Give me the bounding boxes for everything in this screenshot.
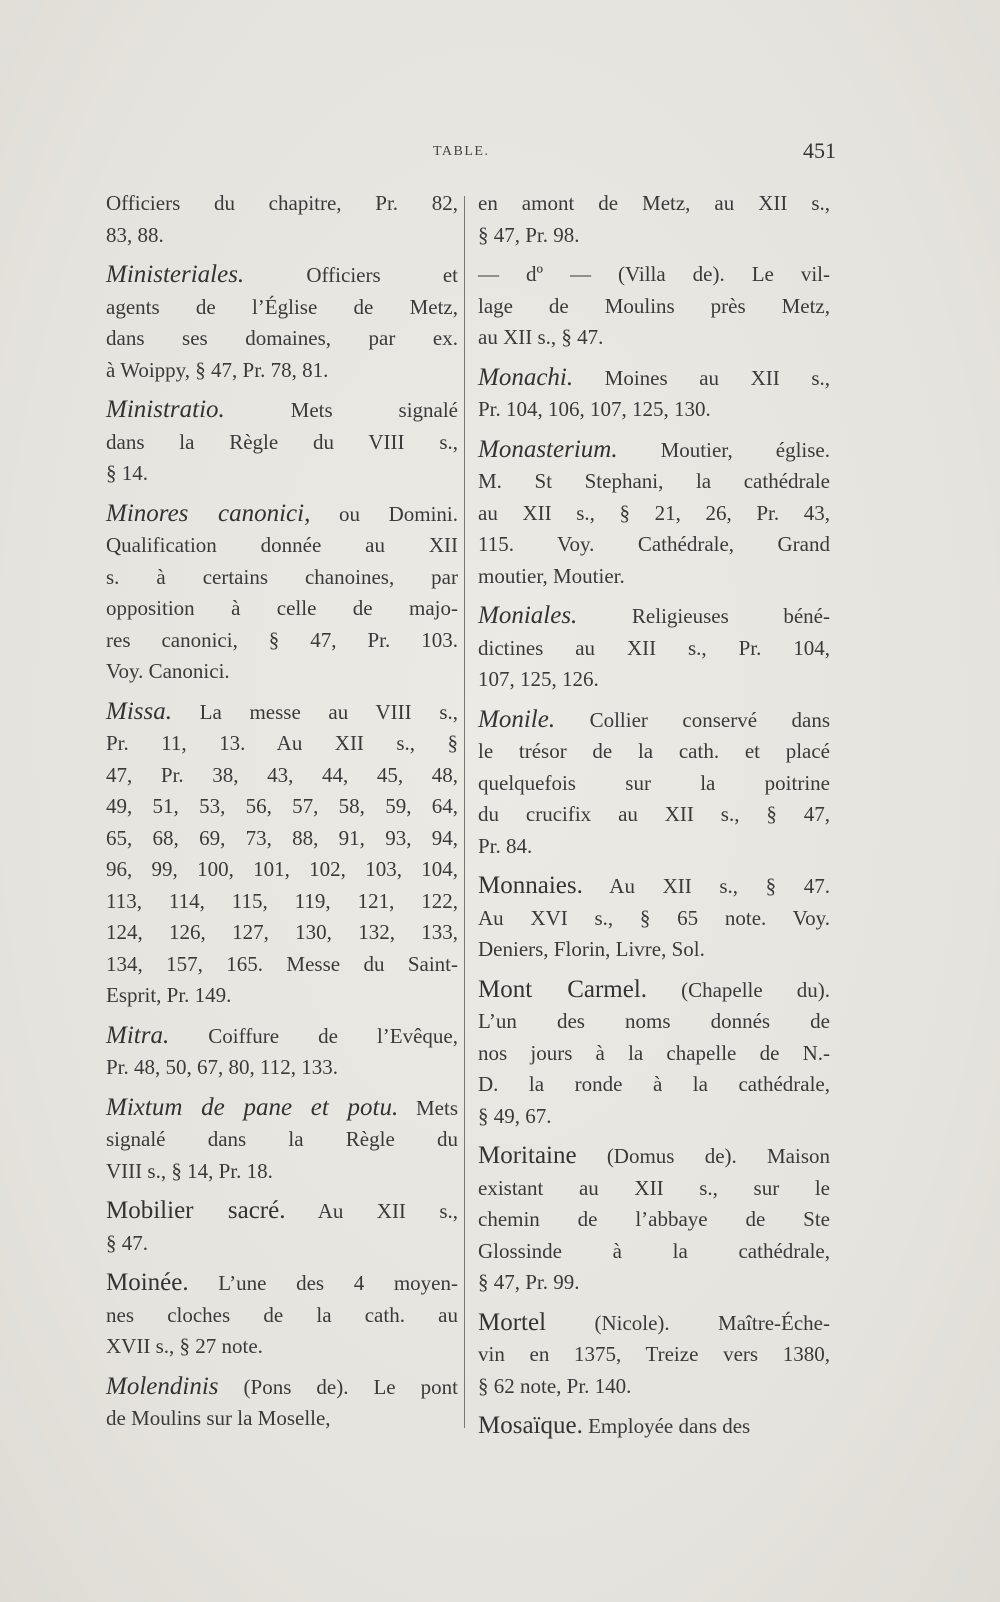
index-entry: [478, 188, 830, 251]
entry-text: Mets: [398, 1095, 458, 1120]
entry-text: Moutier, église.: [617, 437, 830, 462]
entry-line: 115. Voy. Cathédrale, Grand: [478, 532, 830, 556]
entry-line: § 47, Pr. 99.: [478, 1270, 580, 1294]
entry-text: L’une des 4 moyen-: [188, 1271, 458, 1295]
page-number: 451: [803, 138, 836, 163]
entry-line: moutier, Moutier.: [478, 563, 625, 588]
index-entry: [106, 1371, 458, 1435]
entry-text: (Domus de). Maison: [576, 1144, 830, 1168]
entry-line: [478, 1307, 830, 1340]
entry-text: Collier conservé dans: [555, 707, 830, 732]
entry-line: lage de Moulins près Metz,: [478, 293, 830, 318]
entry-line: [478, 974, 830, 1007]
entry-line: de Moulins sur la Moselle,: [106, 1406, 331, 1430]
index-entry: [478, 704, 830, 863]
entry-line: signalé dans la Règle du: [106, 1127, 458, 1151]
entry-line: au XII s., § 47.: [478, 325, 604, 349]
entry-line: 134, 157, 165. Messe du Saint-: [106, 951, 458, 976]
column-divider: [464, 196, 465, 1428]
entry-headword: Monile.: [478, 705, 556, 733]
entry-line: [106, 1092, 458, 1125]
entry-line: 65, 68, 69, 73, 88, 91, 93, 94,: [106, 825, 458, 850]
entry-line: Glossinde à la cathédrale,: [478, 1238, 830, 1263]
entry-line: [106, 1267, 458, 1300]
entry-line: chemin de l’abbaye de Ste: [478, 1207, 830, 1231]
entry-line: Pr. 48, 50, 67, 80, 112, 133.: [106, 1055, 338, 1079]
entry-headword: Moinée.: [106, 1269, 189, 1296]
entry-line: § 62 note, Pr. 140.: [478, 1373, 632, 1398]
entry-text: Moines au XII s.,: [573, 365, 830, 390]
entry-line: agents de l’Église de Metz,: [106, 294, 458, 319]
index-entry: [106, 1267, 458, 1363]
entry-line: Qualification donnée au XII: [106, 533, 458, 557]
entry-text: La messe au VIII s.,: [171, 699, 458, 724]
entry-text: Au XII s.,: [285, 1199, 458, 1223]
entry-line: 96, 99, 100, 101, 102, 103, 104,: [106, 857, 458, 881]
entry-line: [106, 1371, 458, 1404]
index-entry: [106, 259, 458, 386]
index-entry: [478, 434, 830, 593]
entry-line: [478, 434, 830, 467]
entry-line: [478, 362, 830, 395]
entry-text: Religieuses béné-: [577, 604, 830, 628]
entry-headword: Mortel: [478, 1308, 547, 1336]
entry-line: 47, Pr. 38, 43, 44, 45, 48,: [106, 762, 458, 787]
entry-text: (Pons de). Le pont: [218, 1374, 458, 1399]
entry-line: res canonici, § 47, Pr. 103.: [106, 627, 458, 652]
entry-line: 124, 126, 127, 130, 132, 133,: [106, 920, 458, 944]
entry-line: D. la ronde à la cathédrale,: [478, 1072, 830, 1096]
entry-line: Pr. 11, 13. Au XII s., §: [106, 731, 458, 755]
entry-headword: Mobilier sacré.: [106, 1197, 286, 1224]
entry-line: L’un des noms donnés de: [478, 1009, 830, 1033]
entry-line: [106, 1020, 458, 1053]
entry-headword: Ministratio.: [106, 396, 225, 423]
entry-line: 49, 51, 53, 56, 57, 58, 59, 64,: [106, 794, 458, 818]
index-entry: [478, 870, 830, 966]
entry-headword: Moritaine: [478, 1142, 577, 1169]
entry-headword: Monasterium.: [478, 435, 618, 463]
entry-headword: Ministeriales.: [106, 261, 245, 288]
entry-text: Officiers et: [244, 263, 458, 287]
entry-headword: Minores canonici,: [106, 499, 311, 527]
index-column-left: [106, 188, 458, 1443]
entry-line: Pr. 84.: [478, 833, 533, 858]
entry-text: Coiffure de l’Evêque,: [169, 1023, 458, 1048]
entry-line: s. à certains chanoines, par: [106, 564, 458, 589]
running-title: TABLE.: [433, 144, 490, 159]
entry-line: [106, 259, 458, 292]
index-entry: [106, 696, 458, 1012]
entry-line: en amont de Metz, au XII s.,: [478, 191, 830, 215]
entry-line: dans ses domaines, par ex.: [106, 326, 458, 350]
entry-line: [106, 394, 458, 427]
index-entry: [478, 1410, 830, 1443]
entry-headword: Moniales.: [478, 602, 578, 629]
index-entry: [478, 1307, 830, 1403]
entry-line: § 49, 67.: [478, 1103, 552, 1128]
entry-line: [478, 1410, 830, 1443]
entry-line: § 14.: [106, 461, 148, 485]
page-header: [0, 138, 1000, 174]
entry-line: 83, 88.: [106, 222, 164, 247]
entry-line: au XII s., § 21, 26, Pr. 43,: [478, 500, 830, 525]
entry-line: 113, 114, 115, 119, 121, 122,: [106, 888, 458, 913]
entry-headword: Mosaïque.: [478, 1412, 583, 1439]
index-entry: [106, 188, 458, 251]
entry-line: Esprit, Pr. 149.: [106, 983, 232, 1007]
entry-line: le trésor de la cath. et placé: [478, 739, 830, 763]
entry-headword: Mitra.: [106, 1021, 170, 1049]
entry-line: Deniers, Florin, Livre, Sol.: [478, 937, 705, 961]
entry-line: Pr. 104, 106, 107, 125, 130.: [478, 397, 711, 421]
entry-line: Officiers du chapitre, Pr. 82,: [106, 191, 458, 215]
entry-text: ou Domini.: [310, 501, 459, 526]
entry-line: du crucifix au XII s., § 47,: [478, 802, 830, 826]
entry-headword: Missa.: [106, 697, 172, 725]
entry-line: 107, 125, 126.: [478, 667, 599, 691]
entry-line: nos jours à la chapelle de N.-: [478, 1040, 830, 1065]
index-column-right: [478, 188, 830, 1451]
entry-line: [106, 1195, 458, 1228]
entry-line: [478, 1140, 830, 1173]
entry-line: Voy. Canonici.: [106, 659, 230, 683]
entry-line: quelquefois sur la poitrine: [478, 770, 830, 795]
entry-line: vin en 1375, Treize vers 1380,: [478, 1342, 830, 1366]
entry-line: [106, 498, 458, 531]
entry-line: dictines au XII s., Pr. 104,: [478, 635, 830, 660]
index-entry: [478, 259, 830, 354]
entry-line: [478, 600, 830, 633]
entry-headword: Mont Carmel.: [478, 975, 648, 1003]
entry-line: [106, 696, 458, 729]
entry-line: § 47.: [106, 1230, 148, 1255]
index-entry: [478, 974, 830, 1133]
entry-line: opposition à celle de majo-: [106, 596, 458, 620]
entry-line: M. St Stephani, la cathédrale: [478, 469, 830, 493]
entry-line: Au XVI s., § 65 note. Voy.: [478, 905, 830, 930]
entry-line: § 47, Pr. 98.: [478, 222, 580, 247]
entry-line: [478, 870, 830, 903]
index-entry: [478, 1140, 830, 1299]
entry-headword: Monachi.: [478, 363, 574, 391]
entry-line: VIII s., § 14, Pr. 18.: [106, 1158, 273, 1183]
entry-line: existant au XII s., sur le: [478, 1175, 830, 1200]
entry-line: à Woippy, § 47, Pr. 78, 81.: [106, 357, 329, 382]
entry-headword: Molendinis: [106, 1372, 219, 1400]
index-entry: [106, 1195, 458, 1259]
entry-line: dans la Règle du VIII s.,: [106, 429, 458, 454]
entry-text: (Nicole). Maître-Éche-: [546, 1310, 830, 1335]
entry-text: (Chapelle du).: [647, 977, 830, 1002]
entry-text: Au XII s., § 47.: [582, 874, 830, 898]
entry-line: [478, 704, 830, 737]
entry-line: — dº — (Villa de). Le vil-: [478, 262, 830, 286]
entry-text: Mets signalé: [224, 398, 458, 422]
entry-text: Employée dans des: [582, 1414, 751, 1438]
index-entry: [106, 1020, 458, 1084]
entry-headword: Monnaies.: [478, 872, 583, 899]
index-entry: [478, 600, 830, 696]
index-entry: [478, 362, 830, 426]
index-entry: [106, 394, 458, 490]
entry-headword: Mixtum de pane et potu.: [106, 1093, 399, 1121]
entry-line: nes cloches de la cath. au: [106, 1302, 458, 1327]
index-entry: [106, 1092, 458, 1188]
entry-line: XVII s., § 27 note.: [106, 1334, 263, 1358]
index-entry: [106, 498, 458, 688]
